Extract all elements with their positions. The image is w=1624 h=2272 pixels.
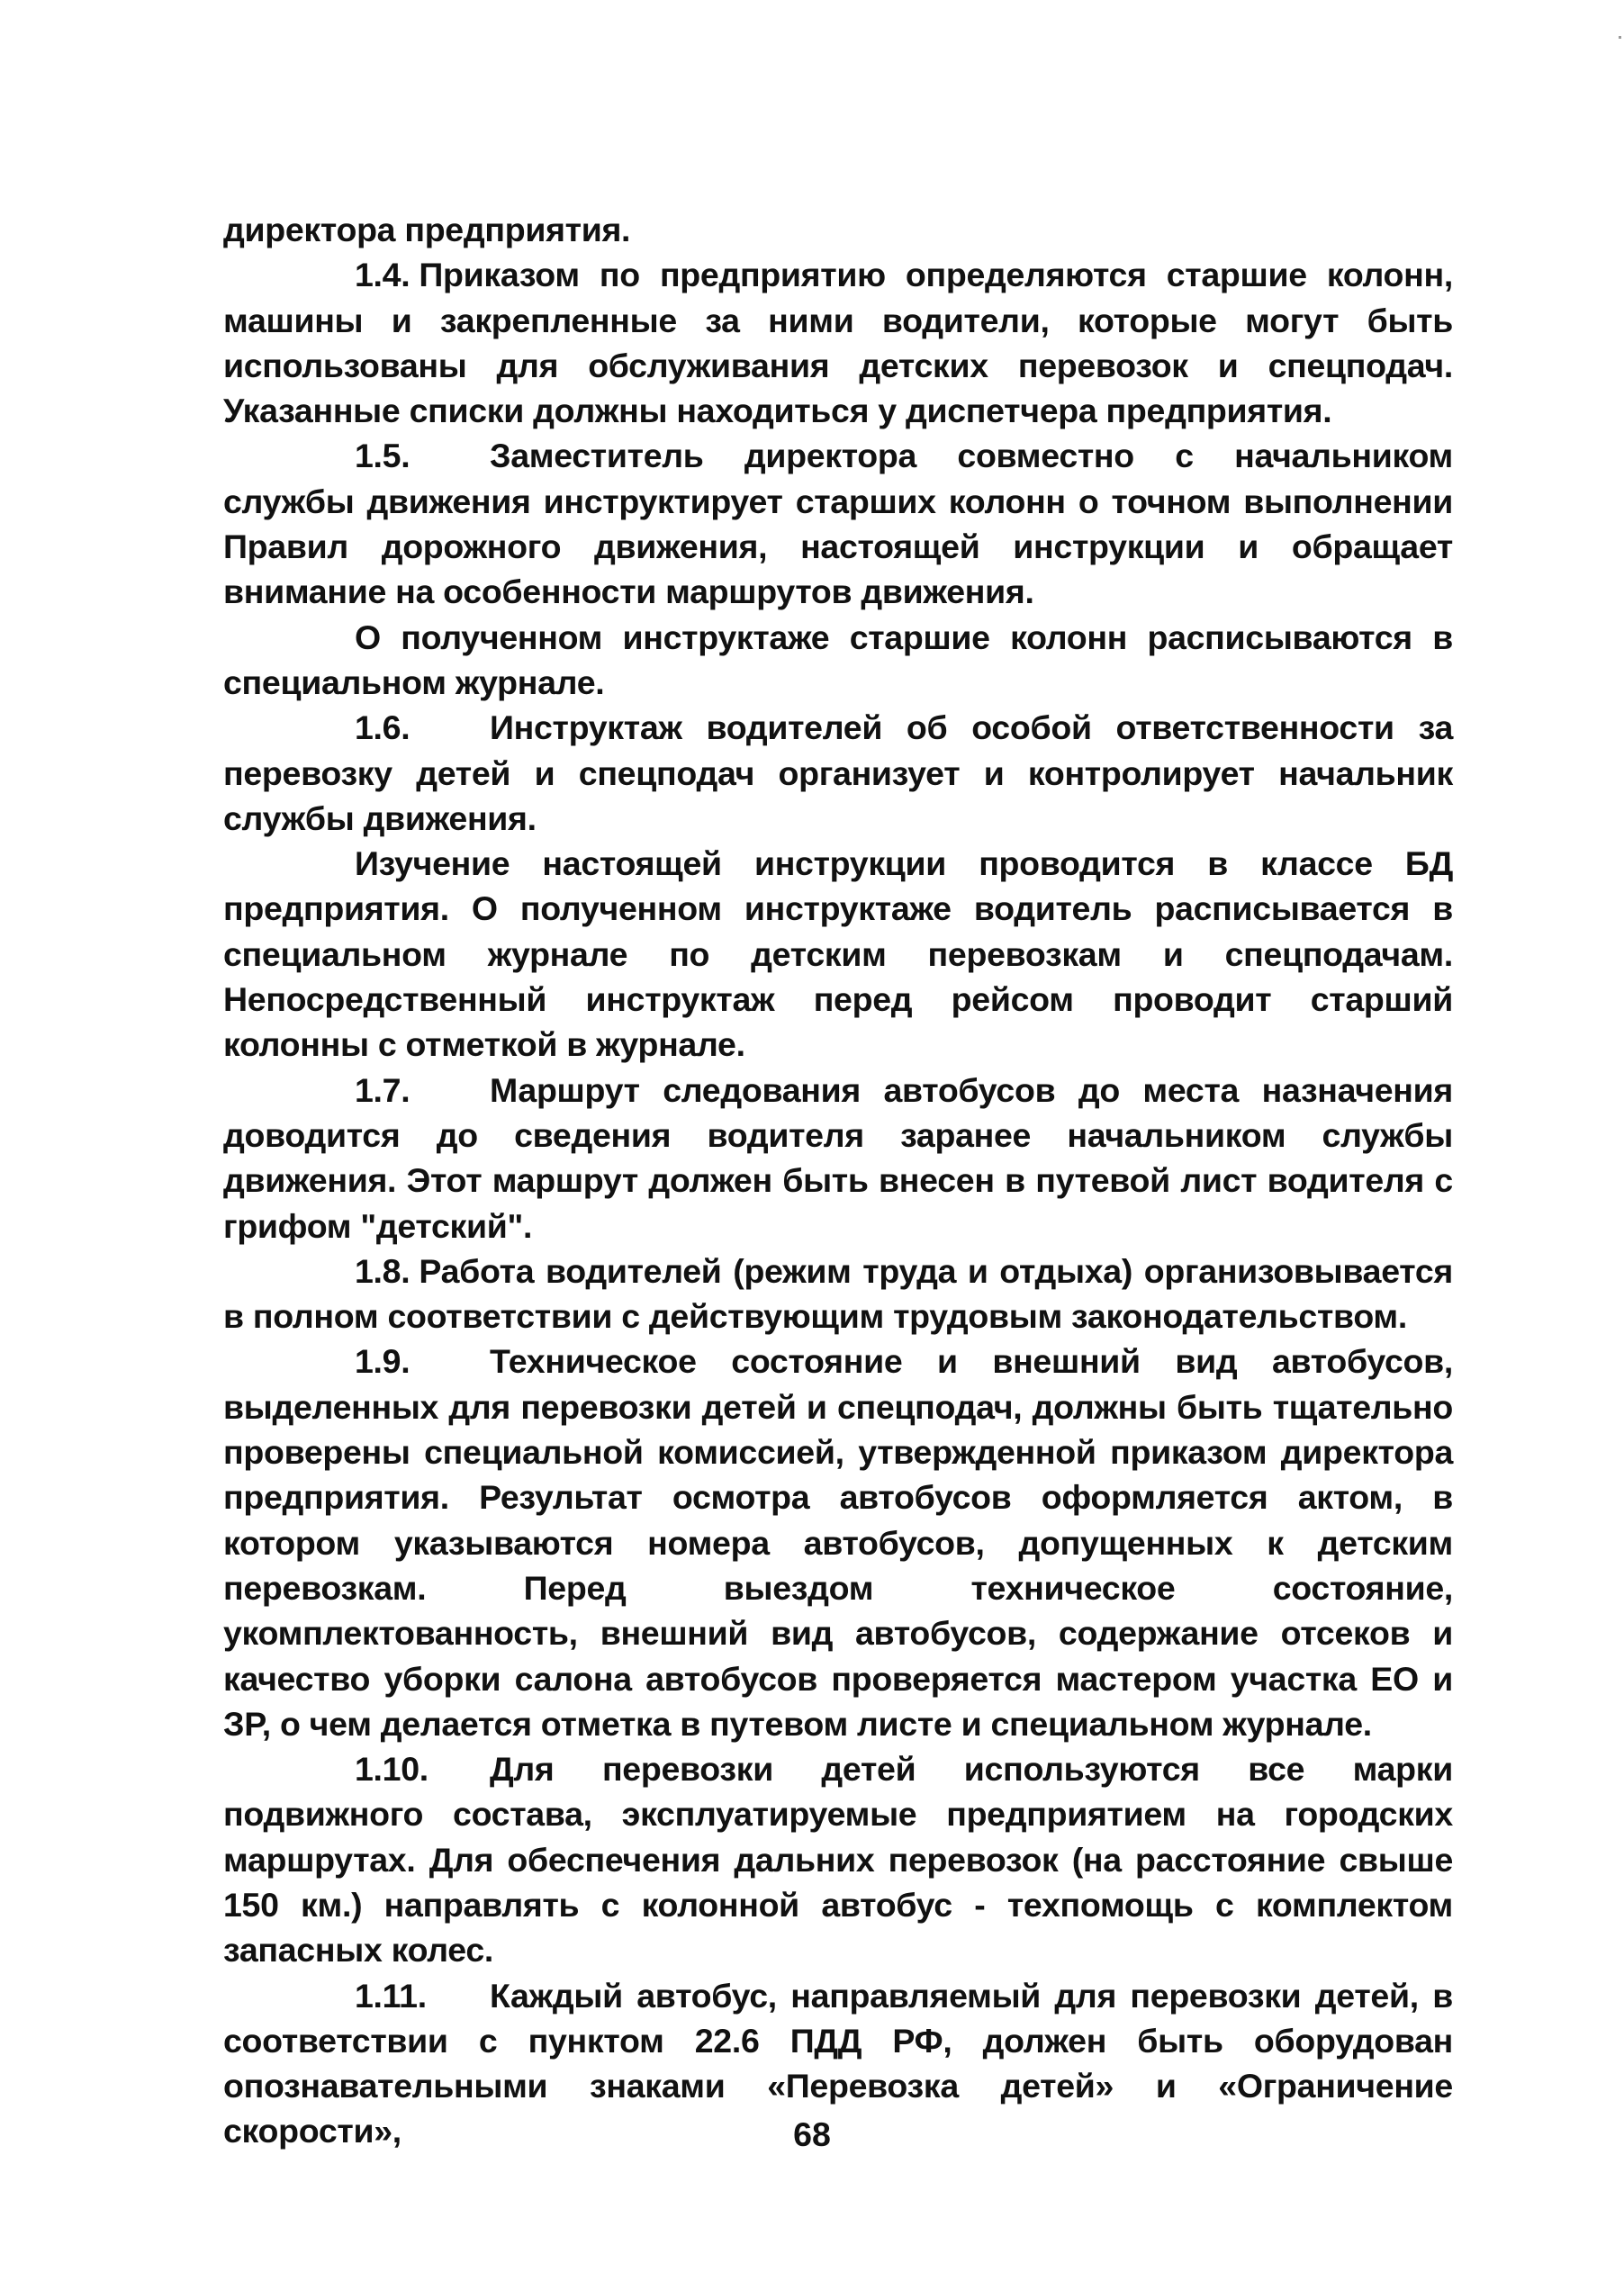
clause-number: 1.4. [355, 256, 411, 294]
paragraph-text: Инструктаж водителей об особой ответственности за перевозку детей и спецподач организует и контролирует начальник службы движения. [223, 708, 1453, 837]
clause-number: 1.7. [355, 1070, 411, 1109]
paragraph-1-9 [223, 1339, 1453, 1746]
paragraph-1-7 [223, 1068, 1453, 1249]
paragraph-1-6 [223, 705, 1453, 841]
paragraph-text: директора предприятия. [223, 211, 631, 248]
paragraph-continuation [223, 207, 1453, 252]
clause-number: 1.6. [355, 708, 411, 747]
paragraph-text: Каждый автобус, направляемый для перевозки детей, в соответствии с пунктом 22.6 ПДД РФ, должен быть оборудован опознавательными знаками «Перевозка детей» и «Ограничение скорости», [223, 1976, 1453, 2150]
paragraph-1-5-note [223, 615, 1453, 706]
document-body [223, 207, 1453, 2154]
paragraph-text: Маршрут следования автобусов до места назначения доводится до сведения водителя заранее начальником службы движения. Этот маршрут должен быть внесен в путевой лист водителя с грифом "детский". [223, 1070, 1453, 1245]
paragraph-text: О полученном инструктаже старшие колонн расписываются в специальном журнале. [223, 618, 1453, 701]
page-number: 68 [793, 2115, 831, 2153]
scan-artifact [1619, 36, 1621, 39]
clause-number: 1.9. [355, 1342, 411, 1381]
paragraph-text: Для перевозки детей используются все марки подвижного состава, эксплуатируемые предприятием на городских маршрутах. Для обеспечения дальних перевозок (на расстояние свыше 150 км.) направлять с колонной автобус - техпомощь с комплектом запасных колес. [223, 1750, 1453, 1970]
paragraph-text: Приказом по предприятию определяются старшие колонн, машины и закрепленные за ними водители, которые могут быть использованы для обслуживания детских перевозок и спецподач. Указанные списки должны находиться у диспетчера предприятия. [223, 256, 1453, 430]
paragraph-1-5 [223, 433, 1453, 614]
paragraph-text: Заместитель директора совместно с начальником службы движения инструктирует старших колонн о точном выполнении Правил дорожного движения, настоящей инструкции и обращает внимание на особенности маршрутов движения. [223, 437, 1453, 611]
paragraph-1-4 [223, 252, 1453, 433]
clause-number: 1.10. [355, 1750, 429, 1789]
paragraph-text: Техническое состояние и внешний вид автобусов, выделенных для перевозки детей и спецподач, должны быть тщательно проверены специальной комиссией, утвержденной приказом директора предприятия. Результат осмотра автобусов оформляется актом, в котором указываются номера автобусов, допущенных к детским перевозкам. Перед выездом техническое состояние, укомплектованность, внешний вид автобусов, содержание отсеков и качество уборки салона автобусов проверяется мастером участка ЕО и ЗР, о чем делается отметка в путевом листе и специальном журнале. [223, 1342, 1453, 1743]
paragraph-text: Работа водителей (режим труда и отдыха) организовывается в полном соответствии с действующим трудовым законодательством. [223, 1251, 1453, 1336]
paragraph-text: Изучение настоящей инструкции проводится в классе БД предприятия. О полученном инструктаже водитель расписывается в специальном журнале по детским перевозкам и спецподачам. Непосредственный инструктаж перед рейсом проводит старший колонны с отметкой в журнале. [223, 844, 1453, 1064]
paragraph-1-6-note [223, 841, 1453, 1067]
clause-number: 1.11. [355, 1976, 427, 2015]
paragraph-1-8 [223, 1249, 1453, 1339]
paragraph-1-10 [223, 1746, 1453, 1972]
clause-number: 1.8. [355, 1251, 411, 1290]
clause-number: 1.5. [355, 437, 411, 475]
